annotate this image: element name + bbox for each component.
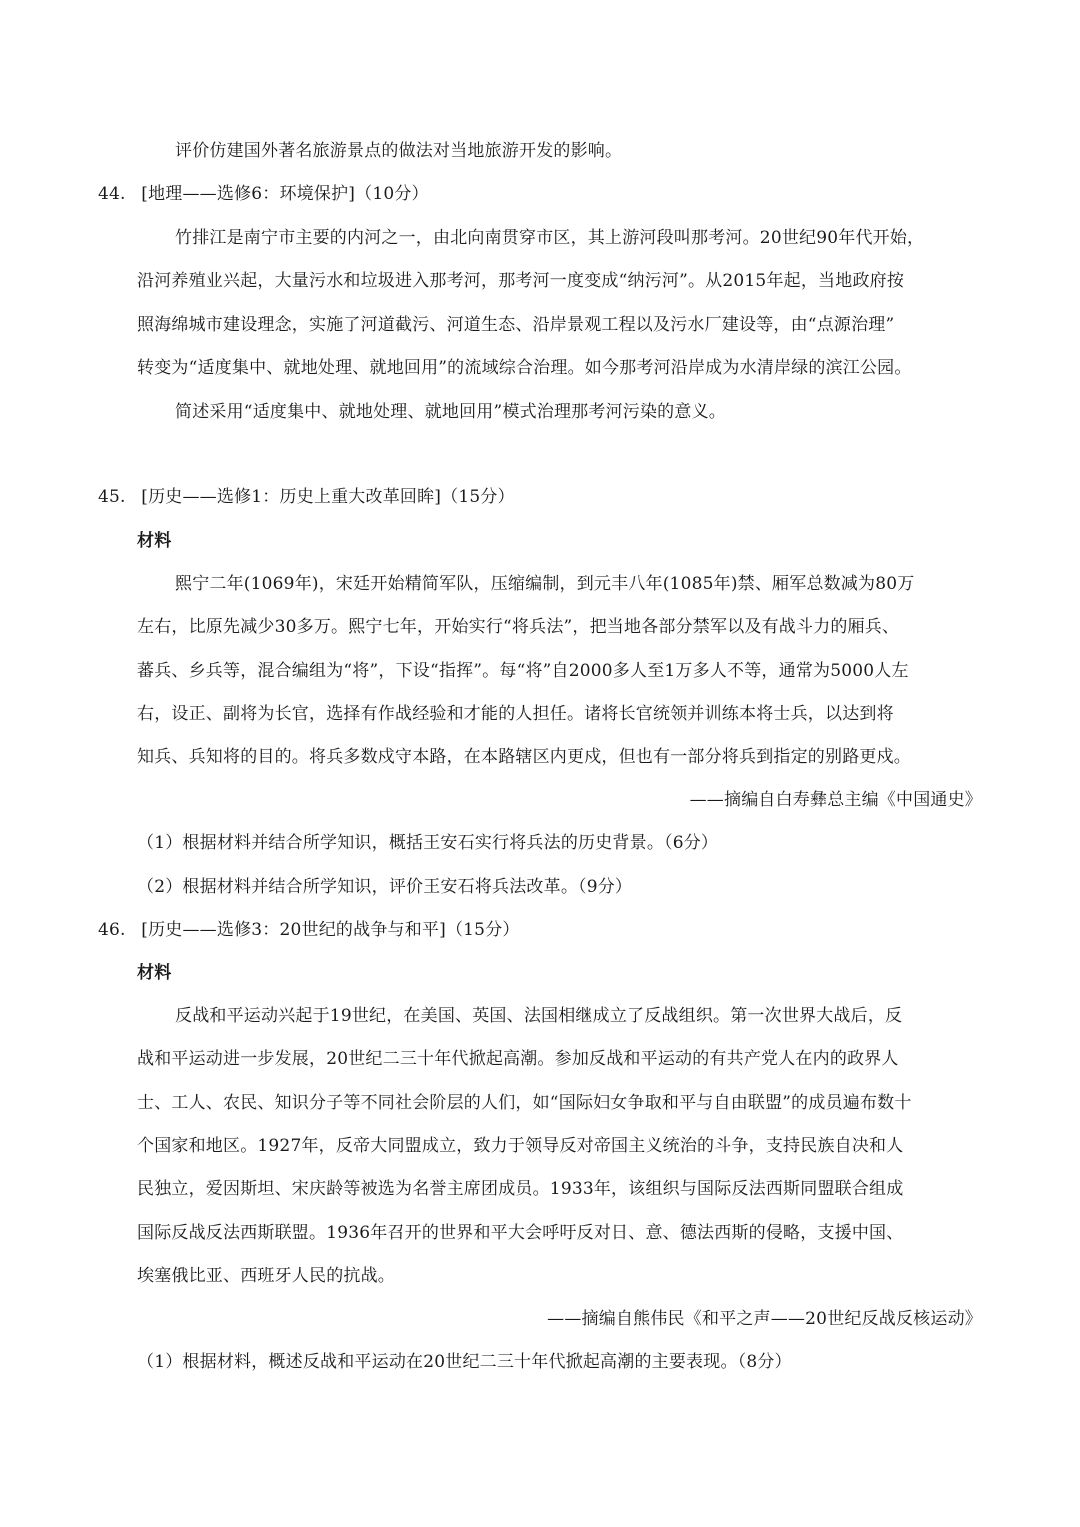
q45-source: ——摘编自白寿彝总主编《中国通史》: [689, 790, 982, 810]
q46-title: [历史——选修3：20世纪的战争与和平]（15分）: [141, 920, 520, 940]
q44-title: [地理——选修6：环境保护]（10分）: [141, 184, 429, 204]
q46-para-line-5: 民独立，爱因斯坦、宋庆龄等被选为名誉主席团成员。1933年，该组织与国际反法西斯同盟联合组成: [137, 1179, 904, 1199]
q46-para-line-6: 国际反战反法西斯联盟。1936年召开的世界和平大会呼吁反对日、意、德法西斯的侵略，支援中国、: [137, 1223, 904, 1243]
q46-heading: [98, 918, 520, 942]
q45-title: [历史——选修1：历史上重大改革回眸]（15分）: [141, 487, 515, 507]
q46-para-line-3: 士、工人、农民、知识分子等不同社会阶层的人们，如“国际妇女争取和平与自由联盟”的成员遍布数十: [137, 1093, 912, 1113]
q44-para-line-2: 沿河养殖业兴起，大量污水和垃圾进入那考河，那考河一度变成“纳污河”。从2015年起，当地政府按: [137, 271, 905, 291]
q44-para-line-3: 照海绵城市建设理念，实施了河道截污、河道生态、沿岸景观工程以及污水厂建设等，由“点源治理”: [137, 315, 895, 335]
q46-number: 46.: [98, 920, 126, 940]
q44-heading: [98, 182, 429, 206]
q46-para-line-4: 个国家和地区。1927年，反帝大同盟成立，致力于领导反对帝国主义统治的斗争，支持民族自决和人: [137, 1136, 904, 1156]
q46-source: ——摘编自熊伟民《和平之声——20世纪反战反核运动》: [547, 1309, 982, 1329]
q46-material-label: 材料: [137, 963, 172, 983]
q44-para-line-4: 转变为“适度集中、就地处理、就地回用”的流域综合治理。如今那考河沿岸成为水清岸绿的滨江公园。: [137, 358, 912, 378]
q45-material-label: 材料: [137, 531, 172, 551]
q45-para-line-5: 知兵、兵知将的目的。将兵多数戍守本路，在本路辖区内更戍，但也有一部分将兵到指定的别路更戍。: [137, 747, 911, 767]
q44-number: 44.: [98, 184, 126, 204]
q46-para-line-2: 战和平运动进一步发展，20世纪二三十年代掀起高潮。参加反战和平运动的有共产党人在内的政界人: [137, 1049, 899, 1069]
q46-sub-question-1: （1）根据材料，概述反战和平运动在20世纪二三十年代掀起高潮的主要表现。（8分）: [137, 1352, 792, 1372]
q44-para-line-1: 竹排江是南宁市主要的内河之一，由北向南贯穿市区，其上游河段叫那考河。20世纪90年代开始，: [175, 228, 925, 248]
q46-para-line-7: 埃塞俄比亚、西班牙人民的抗战。: [137, 1266, 395, 1286]
q45-sub-question-1: （1）根据材料并结合所学知识，概括王安石实行将兵法的历史背景。（6分）: [137, 833, 719, 853]
q46-para-line-1: 反战和平运动兴起于19世纪，在美国、英国、法国相继成立了反战组织。第一次世界大战后，反: [175, 1006, 903, 1026]
q45-para-line-3: 蕃兵、乡兵等，混合编组为“将”，下设“指挥”。每“将”自2000多人至1万多人不等，通常为5000人左: [137, 661, 909, 681]
q45-sub-question-2: （2）根据材料并结合所学知识，评价王安石将兵法改革。（9分）: [137, 877, 633, 897]
q45-para-line-2: 左右，比原先减少30多万。熙宁七年，开始实行“将兵法”，把当地各部分禁军以及有战斗力的厢兵、: [137, 617, 900, 637]
intro-question: 评价仿建国外著名旅游景点的做法对当地旅游开发的影响。: [175, 141, 623, 161]
q44-question: 简述采用“适度集中、就地处理、就地回用”模式治理那考河污染的意义。: [175, 402, 726, 422]
q45-number: 45.: [98, 487, 126, 507]
q45-heading: [98, 485, 515, 509]
q45-para-line-4: 右，设正、副将为长官，选择有作战经验和才能的人担任。诸将长官统领并训练本将士兵，以达到将: [137, 704, 894, 724]
q45-para-line-1: 熙宁二年(1069年)，宋廷开始精简军队，压缩编制，到元丰八年(1085年)禁、厢军总数减为80万: [175, 574, 915, 594]
